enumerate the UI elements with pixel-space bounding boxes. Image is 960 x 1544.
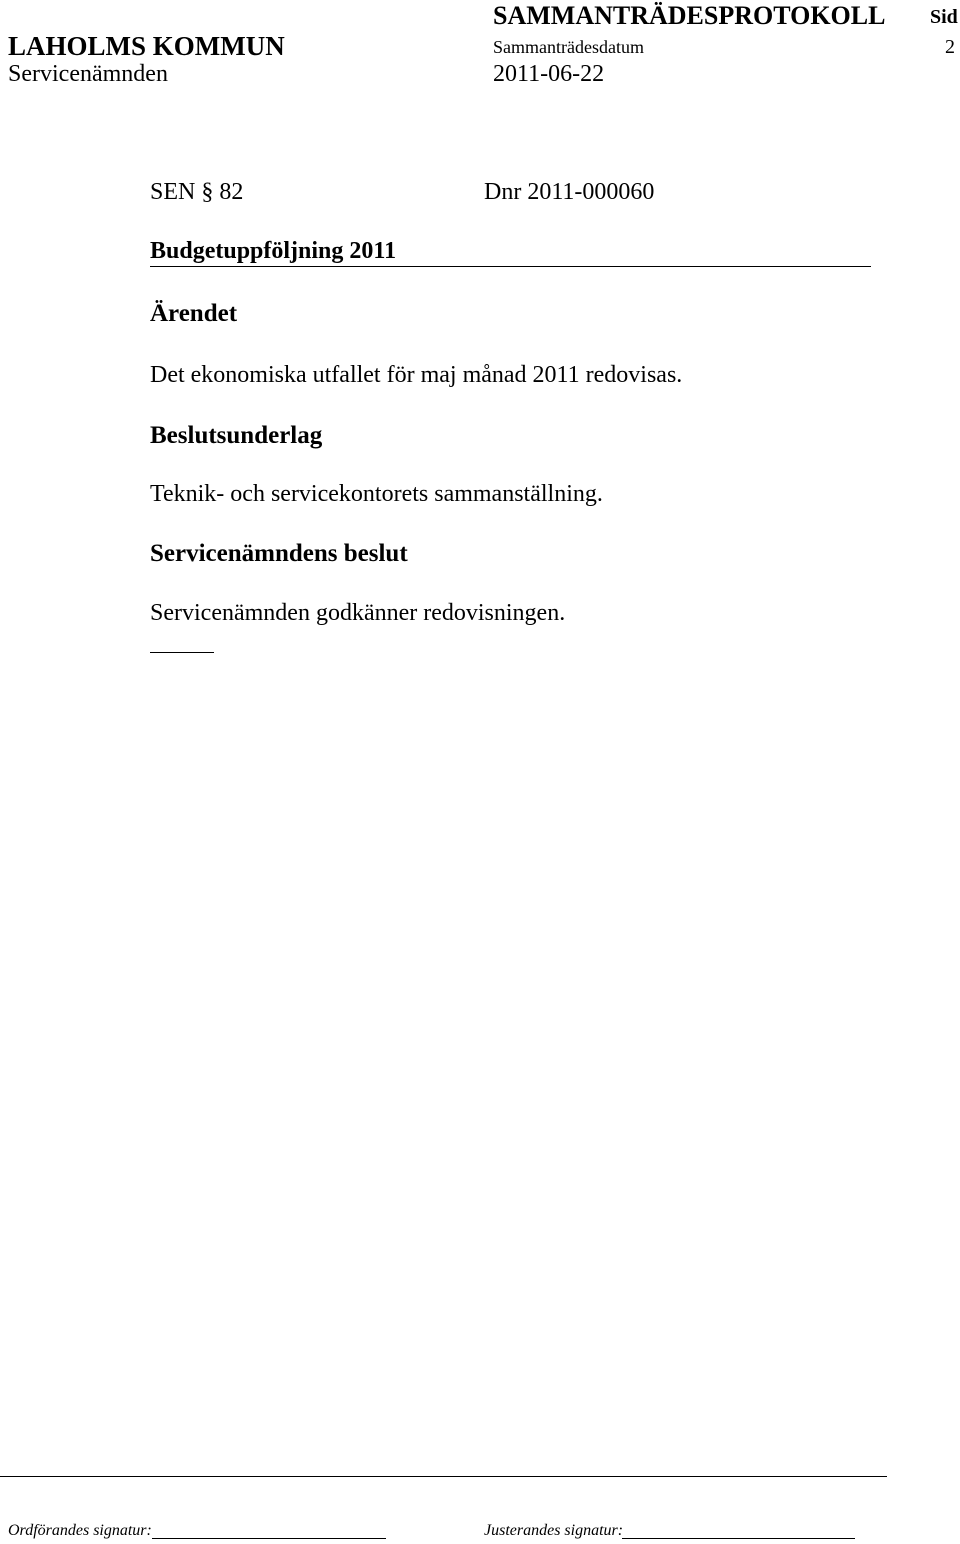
adjuster-signature-line	[622, 1538, 855, 1539]
section-heading-beslut: Servicenämndens beslut	[150, 540, 408, 567]
section-heading-arendet: Ärendet	[150, 300, 238, 327]
chair-signature-label: Ordförandes signatur:	[8, 1522, 152, 1539]
document-type-title: SAMMANTRÄDESPROTOKOLL	[493, 1, 886, 30]
section-text-beslutsunderlag: Teknik- och servicekontorets sammanställning.	[150, 481, 603, 507]
chair-signature-line	[152, 1538, 386, 1539]
footer-divider	[0, 1476, 887, 1477]
diary-number: Dnr 2011-000060	[484, 179, 655, 205]
paragraph-id: SEN § 82	[150, 179, 244, 205]
item-subject: Budgetuppföljning 2011	[150, 238, 397, 264]
adjuster-signature-label: Justerandes signatur:	[484, 1522, 624, 1539]
end-of-item-rule	[150, 652, 214, 653]
meeting-date-label: Sammanträdesdatum	[493, 37, 644, 57]
committee-name: Servicenämnden	[8, 61, 168, 87]
subject-underline	[150, 266, 871, 267]
page-number: 2	[945, 36, 955, 58]
organization-name: LAHOLMS KOMMUN	[8, 31, 285, 61]
section-heading-beslutsunderlag: Beslutsunderlag	[150, 422, 323, 449]
section-text-arendet: Det ekonomiska utfallet för maj månad 2011 redovisas.	[150, 362, 683, 388]
page-label: Sid	[930, 6, 958, 28]
section-text-beslut: Servicenämnden godkänner redovisningen.	[150, 600, 566, 626]
meeting-date: 2011-06-22	[493, 61, 605, 87]
